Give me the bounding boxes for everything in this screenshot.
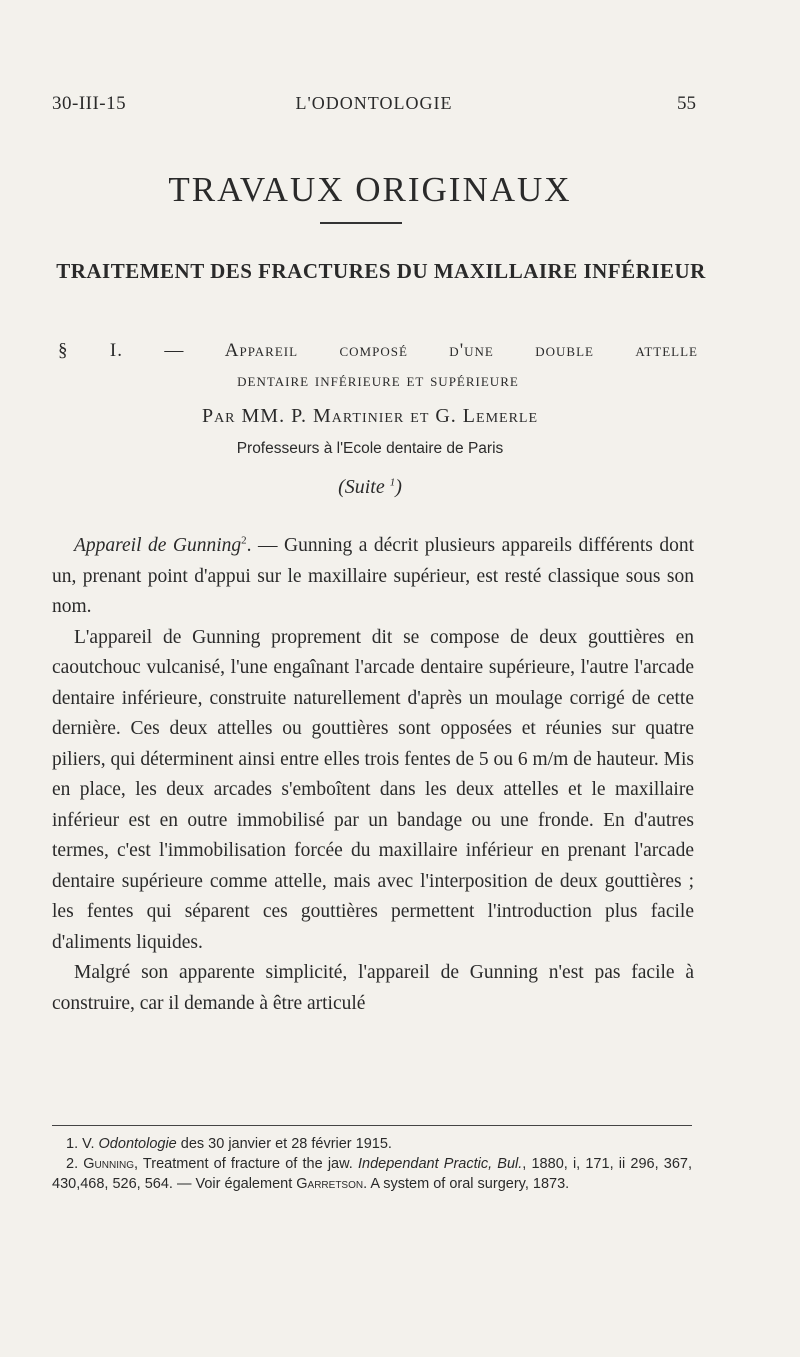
paragraph-2: L'appareil de Gunning proprement dit se compose de deux gouttières en caoutchouc vulcanisé, l'une engaînant l'arcade dentaire supérieure, l'autre l'arcade dentaire inférieure, construite naturellement d'après un moulage corrigé de cette dernière. Ces deux attelles ou gouttières sont opposées et réunies sur quatre piliers, qui déterminent ainsi entre elles trois fentes de 5 ou 6 m/m de hauteur. Mis en place, les deux arcades s'emboîtent dans les deux attelles et le maxillaire inférieur est en outre immobilisé par un bandage ou une fronde. En d'autres termes, c'est l'immobilisation forcée du maxillaire inférieur en prenant l'arcade dentaire supérieure comme attelle, mais avec l'interposition de deux gouttières ; les fentes qui séparent ces gouttières permettent l'introduction plus facile d'aliments liquides. (52, 626, 694, 953)
page-title: TRAVAUX ORIGINAUX (168, 170, 572, 209)
footnote-2-author: Gunning (83, 1156, 134, 1172)
footnote-2-title: , Treatment of fracture of the jaw. (134, 1156, 358, 1172)
footnote-2-end: . A system of oral surgery, 1873. (363, 1176, 570, 1192)
paragraph-heading: Appareil de Gunning (74, 535, 242, 556)
footnote-2 (52, 1154, 692, 1194)
title-rule (320, 222, 402, 224)
footnote-ref-2: 2 (241, 534, 247, 547)
affiliation: Professeurs à l'Ecole dentaire de Paris (236, 440, 504, 457)
suite-text: (Suite (338, 476, 385, 498)
paragraph-1 (52, 531, 694, 623)
footnote-1 (52, 1134, 692, 1154)
page-number: 55 (677, 93, 696, 114)
footnote-1-rest: des 30 janvier et 28 février 1915. (176, 1136, 392, 1152)
running-header (52, 93, 696, 123)
paragraph-3: Malgré son apparente simplicité, l'appareil de Gunning n'est pas facile à construire, car il demande à être articulé (52, 962, 694, 1014)
continued-marker (0, 476, 740, 499)
suite-close: ) (395, 476, 402, 498)
footnote-ref-1: 1 (389, 476, 396, 489)
footnote-2-rest: , 1880, i, 171, ii 296, 367, 430,468, 526, 564. — Voir également (52, 1156, 692, 1192)
footnote-2-author2: Garretson (296, 1176, 364, 1192)
article-body (52, 531, 694, 1019)
footnote-1-prefix: 1. V. (66, 1136, 99, 1152)
footnote-1-journal: Odontologie (98, 1136, 177, 1152)
section-heading-line2: dentaire inférieure et supérieure (237, 370, 519, 391)
paragraph-1-text: . — Gunning a décrit plusieurs appareils différents dont un, prenant point d'appui sur le maxillaire supérieur, est resté classique sous son nom. (52, 535, 694, 617)
authors: Par MM. P. Martinier et G. Lemerle (201, 405, 539, 427)
footnotes (52, 1134, 692, 1194)
article-title: TRAITEMENT DES FRACTURES DU MAXILLAIRE INFÉRIEUR (56, 259, 706, 283)
section-heading-line1: § I. — Appareil composé d'une double attelle (58, 340, 698, 361)
footnote-2-journal: Independant Practic, Bul. (357, 1156, 523, 1172)
header-journal: L'ODONTOLOGIE (295, 93, 453, 113)
header-date: 30-III-15 (52, 93, 127, 114)
section-heading (58, 336, 698, 396)
footnote-2-prefix: 2. (66, 1156, 84, 1172)
footnote-rule (52, 1125, 692, 1126)
